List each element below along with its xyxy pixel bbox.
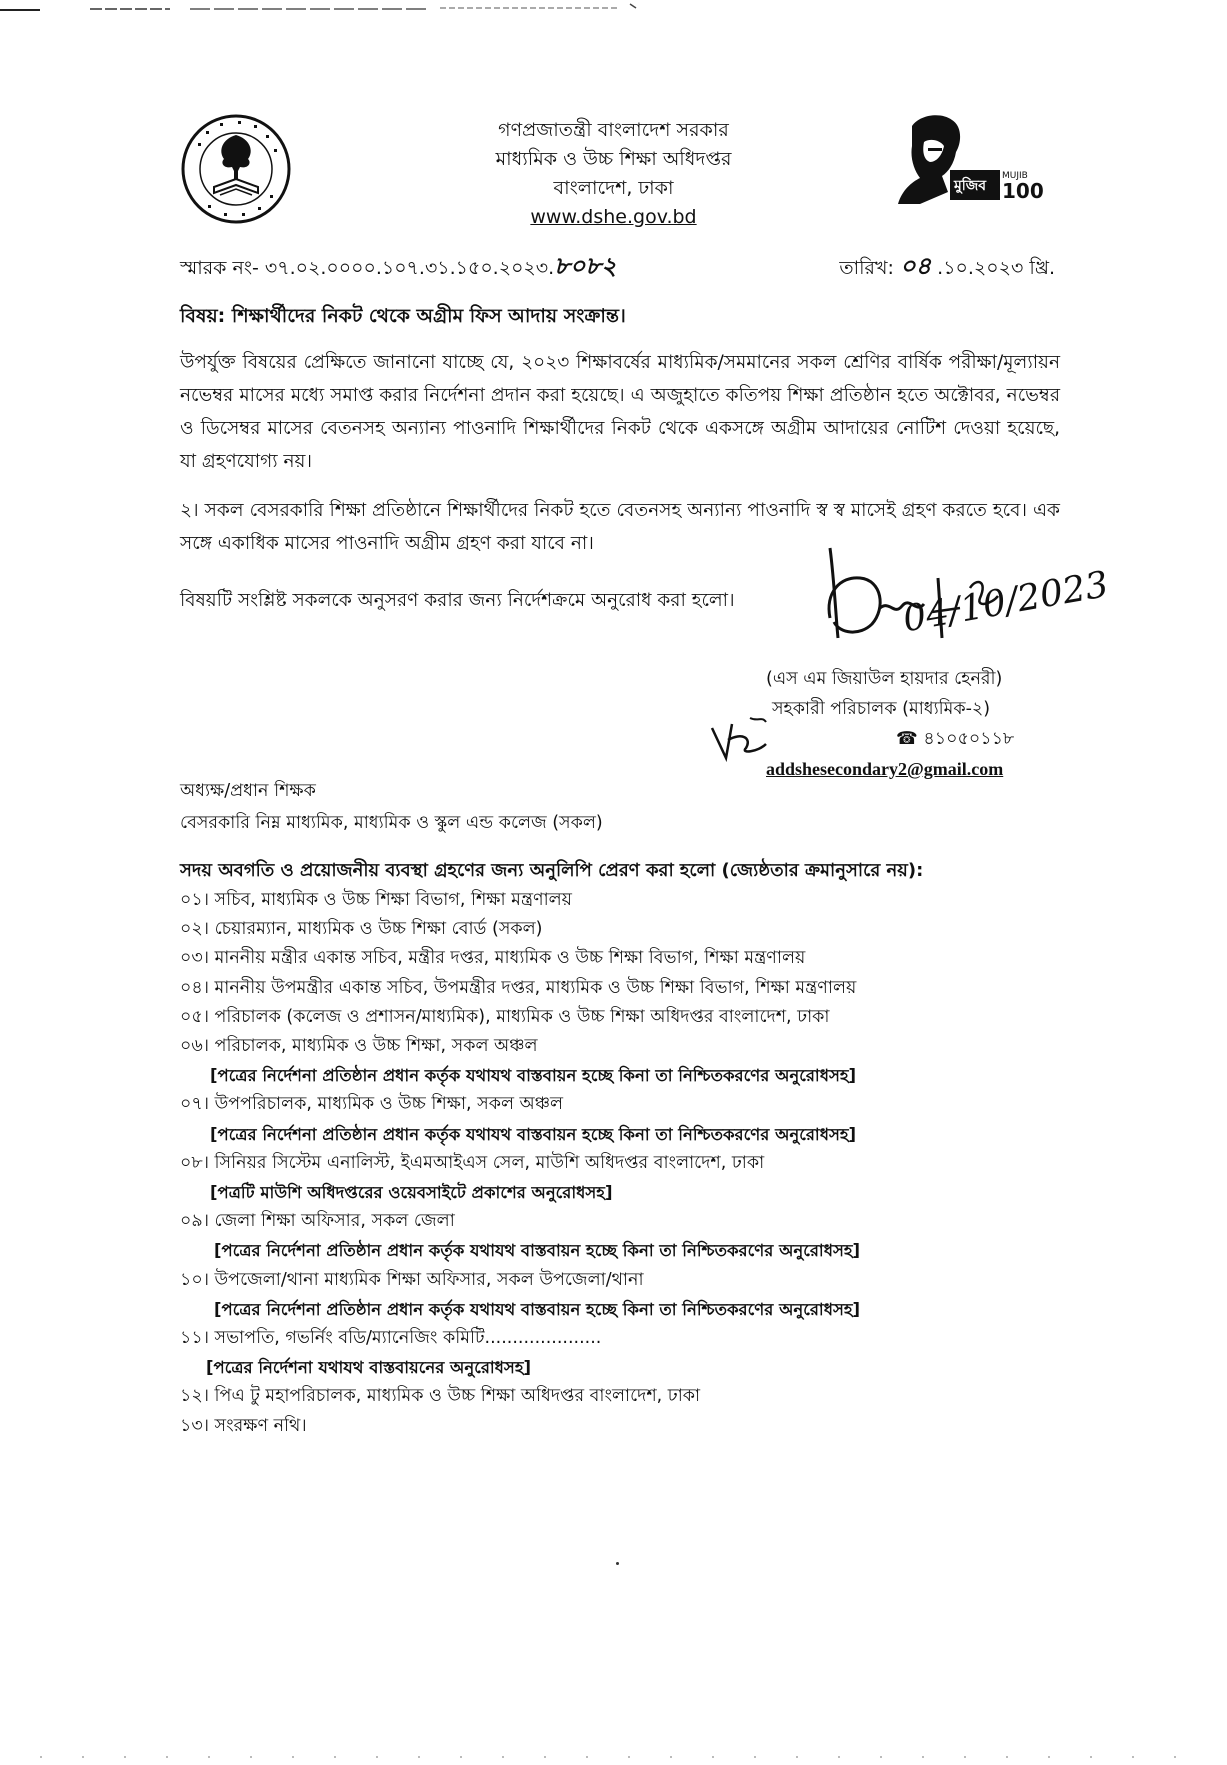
date-label: তারিখ: bbox=[839, 257, 900, 279]
memo-handwritten-number: ৮০৮২ bbox=[554, 252, 617, 280]
location: বাংলাদেশ, ঢাকা bbox=[553, 177, 674, 199]
phone-number: ৪১০৫০১১৮ bbox=[923, 729, 1015, 749]
memo-date bbox=[839, 248, 1055, 288]
recipient-block bbox=[180, 775, 603, 839]
svg-text:100: 100 bbox=[1002, 179, 1044, 203]
list-item: ০৬। পরিচালক, মাধ্যমিক ও উচ্চ শিক্ষা, সকল অঞ্চল bbox=[180, 1036, 538, 1057]
signatory-phone bbox=[766, 724, 1066, 754]
date-day: ০৪ bbox=[899, 252, 932, 280]
scan-artifact-bottom bbox=[0, 1752, 1227, 1762]
list-item: ০১। সচিব, মাধ্যমিক ও উচ্চ শিক্ষা বিভাগ, শিক্ষা মন্ত্রণালয় bbox=[180, 890, 572, 910]
scan-speck bbox=[616, 1562, 619, 1565]
svg-text:MUJIB: MUJIB bbox=[1002, 171, 1028, 181]
department-name: মাধ্যমিক ও উচ্চ শিক্ষা অধিদপ্তর bbox=[495, 148, 732, 170]
list-item: ১১। সভাপতি, গভর্নিং বডি/ম্যানেজিং কমিটি..................... bbox=[180, 1328, 602, 1349]
list-item-note: [পত্রটি মাউশি অধিদপ্তরের ওয়েবসাইটে প্রকাশের অনুরোধসহ] bbox=[210, 1183, 613, 1203]
list-item: ০৭। উপপরিচালক, মাধ্যমিক ও উচ্চ শিক্ষা, সকল অঞ্চল bbox=[180, 1094, 564, 1115]
body-paragraph-3: বিষয়টি সংশ্লিষ্ট সকলকে অনুসরণ করার জন্য নির্দেশক্রমে অনুরোধ করা হলো। bbox=[180, 590, 735, 611]
list-item: ১২। পিএ টু মহাপরিচালক, মাধ্যমিক ও উচ্চ শিক্ষা অধিদপ্তর বাংলাদেশ, ঢাকা bbox=[180, 1386, 701, 1407]
list-item: ০৪। মাননীয় উপমন্ত্রীর একান্ত সচিব, উপমন্ত্রীর দপ্তর, মাধ্যমিক ও উচ্চ শিক্ষা বিভাগ, শিক্ষা মন্ত্রণালয় bbox=[180, 977, 857, 998]
memo-number bbox=[180, 248, 617, 288]
body-paragraph-1: উপর্যুক্ত বিষয়ের প্রেক্ষিতে জানানো যাচ্ছে যে, ২০২৩ শিক্ষাবর্ষের মাধ্যমিক/সমমানের সকল শ্রেণির বার্ষিক পরীক্ষা/মূল্যায়ন নভেম্বর মাসের মধ্যে সমাপ্ত করার নির্দেশনা প্রদান করা হয়েছে। এ অজুহাতে কতিপয় শিক্ষা প্রতিষ্ঠান হতে অক্টোবর, নভেম্বর ও ডিসেম্বর মাসের বেতনসহ অন্যান্য পাওনাদি শিক্ষার্থীদের নিকট থেকে একসঙ্গে অগ্রীম আদায়ের নোটিশ দেওয়া হয়েছে, যা গ্রহণযোগ্য নয়। bbox=[180, 352, 1060, 472]
list-item: ০৫। পরিচালক (কলেজ ও প্রশাসন/মাধ্যমিক), মাধ্যমিক ও উচ্চ শিক্ষা অধিদপ্তর বাংলাদেশ, ঢাকা bbox=[180, 1006, 830, 1027]
signatory-email[interactable]: addshesecondary2@gmail.com bbox=[766, 759, 1004, 779]
signatory-designation: সহকারী পরিচালক (মাধ্যমিক-২) bbox=[772, 699, 991, 719]
list-item: ০৮। সিনিয়র সিস্টেম এনালিস্ট, ইএমআইএস সেল, মাউশি অধিদপ্তর বাংলাদেশ, ঢাকা bbox=[180, 1152, 765, 1173]
handwritten-date: 04/10/2023 bbox=[900, 563, 1112, 641]
govt-name: গণপ্রজাতন্ত্রী বাংলাদেশ সরকার bbox=[498, 119, 729, 141]
signatory-block bbox=[766, 664, 1066, 784]
list-item-note: [পত্রের নির্দেশনা প্রতিষ্ঠান প্রধান কর্তৃক যথাযথ বাস্তবায়ন হচ্ছে কিনা তা নিশ্চিতকরণের অনুরোধসহ] bbox=[214, 1241, 861, 1261]
website-link[interactable]: www.dshe.gov.bd bbox=[530, 206, 697, 228]
memo-prefix: স্মারক নং- ৩৭.০২.০০০০.১০৭.৩১.১৫০.২০২৩. bbox=[180, 257, 555, 279]
date-rest: .১০.২০২৩ খ্রি. bbox=[931, 257, 1055, 279]
list-item: ০২। চেয়ারম্যান, মাধ্যমিক ও উচ্চ শিক্ষা বোর্ড (সকল) bbox=[180, 919, 543, 940]
subject-line: বিষয়: শিক্ষার্থীদের নিকট থেকে অগ্রীম ফিস আদায় সংক্রান্ত। bbox=[180, 305, 626, 327]
recipient-title: অধ্যক্ষ/প্রধান শিক্ষক bbox=[180, 781, 316, 801]
phone-icon: ☎ bbox=[896, 729, 918, 749]
list-item: ০৯। জেলা শিক্ষা অফিসার, সকল জেলা bbox=[180, 1211, 455, 1232]
svg-text:মুজিব: মুজিব bbox=[954, 178, 987, 194]
list-item-note: [পত্রের নির্দেশনা প্রতিষ্ঠান প্রধান কর্তৃক যথাযথ বাস্তবায়ন হচ্ছে কিনা তা নিশ্চিতকরণের অনুরোধসহ] bbox=[210, 1066, 857, 1086]
list-item: ১০। উপজেলা/থানা মাধ্যমিক শিক্ষা অফিসার, সকল উপজেলা/থানা bbox=[180, 1269, 644, 1290]
body-paragraph-2: ২। সকল বেসরকারি শিক্ষা প্রতিষ্ঠানে শিক্ষার্থীদের নিকট হতে বেতনসহ অন্যান্য পাওনাদি স্ব স্ব মাসেই গ্রহণ করতে হবে। এক সঙ্গে একাধিক মাসের পাওনাদি অগ্রীম গ্রহণ করা যাবে না। bbox=[180, 500, 1060, 554]
letterhead bbox=[0, 116, 1227, 232]
signatory-name: (এস এম জিয়াউল হায়দার হেনরী) bbox=[766, 669, 1003, 689]
list-item: ০৩। মাননীয় মন্ত্রীর একান্ত সচিব, মন্ত্রীর দপ্তর, মাধ্যমিক ও উচ্চ শিক্ষা বিভাগ, শিক্ষা মন্ত্রণালয় bbox=[180, 948, 806, 969]
recipient-institutions: বেসরকারি নিম্ন মাধ্যমিক, মাধ্যমিক ও স্কুল এন্ড কলেজ (সকল) bbox=[180, 813, 603, 833]
copy-distribution-heading: সদয় অবগতি ও প্রয়োজনীয় ব্যবস্থা গ্রহণের জন্য অনুলিপি প্রেরণ করা হলো (জ্যেষ্ঠতার ক্রমানুসারে নয়): bbox=[180, 860, 924, 881]
list-item-note: [পত্রের নির্দেশনা যথাযথ বাস্তবায়নের অনুরোধসহ] bbox=[206, 1358, 532, 1378]
list-item-note: [পত্রের নির্দেশনা প্রতিষ্ঠান প্রধান কর্তৃক যথাযথ বাস্তবায়ন হচ্ছে কিনা তা নিশ্চিতকরণের অনুরোধসহ] bbox=[214, 1299, 861, 1319]
list-item-note: [পত্রের নির্দেশনা প্রতিষ্ঠান প্রধান কর্তৃক যথাযথ বাস্তবায়ন হচ্ছে কিনা তা নিশ্চিতকরণের অনুরোধসহ] bbox=[210, 1124, 857, 1144]
scan-artifact-top bbox=[0, 0, 700, 14]
copy-distribution-list bbox=[180, 886, 1080, 1441]
list-item: ১৩। সংরক্ষণ নথি। bbox=[180, 1415, 307, 1436]
